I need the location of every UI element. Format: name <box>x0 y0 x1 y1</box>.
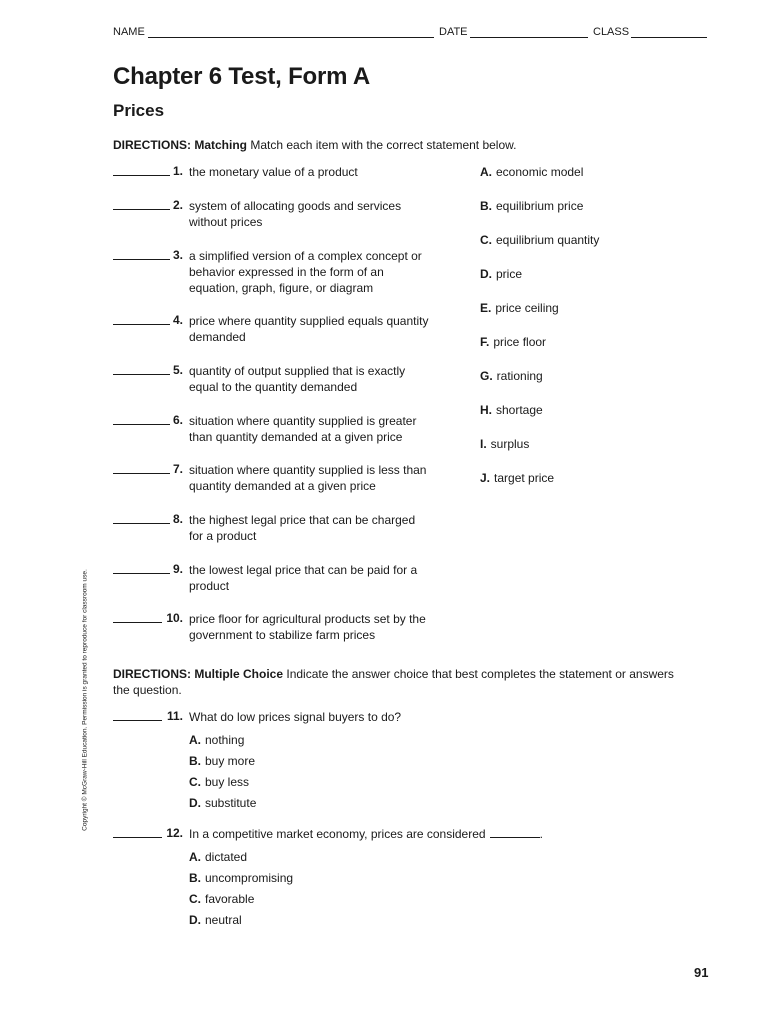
mc-directions-cont: the question. <box>113 683 182 697</box>
item-number: 9. <box>172 562 183 576</box>
answer-text: price <box>496 267 523 281</box>
directions-type: Matching <box>194 138 248 152</box>
choice-text: favorable <box>205 892 255 906</box>
item-number: 4. <box>172 313 183 327</box>
answer-letter: C. <box>480 233 492 247</box>
answer-option <box>480 232 599 248</box>
choice-option <box>189 849 247 865</box>
choice-letter: B. <box>189 871 201 885</box>
statement-line: behavior expressed in the form of an <box>189 265 384 279</box>
item-number: 2. <box>172 198 183 212</box>
choice-text: dictated <box>205 850 248 864</box>
statement-line: for a product <box>189 529 257 543</box>
answer-text: price ceiling <box>495 301 559 315</box>
question-text <box>189 709 401 725</box>
item-statement <box>189 313 459 345</box>
answer-blank[interactable] <box>113 259 170 260</box>
question-text <box>189 826 543 842</box>
answer-blank[interactable] <box>113 837 162 838</box>
answer-blank[interactable] <box>113 622 162 623</box>
answer-letter: A. <box>480 165 492 179</box>
answer-blank[interactable] <box>113 374 170 375</box>
answer-letter: H. <box>480 403 492 417</box>
statement-line: than quantity demanded at a given price <box>189 430 403 444</box>
class-field[interactable] <box>631 37 707 38</box>
choice-option <box>189 891 254 907</box>
answer-option <box>480 266 522 282</box>
answer-letter: J. <box>480 471 491 485</box>
directions-label: DIRECTIONS: <box>113 138 191 152</box>
choice-text: nothing <box>205 733 245 747</box>
item-statement <box>189 562 459 594</box>
answer-letter: G. <box>480 369 493 383</box>
statement-line: demanded <box>189 330 246 344</box>
choice-letter: D. <box>189 796 201 810</box>
choice-letter: B. <box>189 754 201 768</box>
mc-directions-type: Multiple Choice <box>194 667 284 681</box>
answer-text: shortage <box>496 403 543 417</box>
answer-blank[interactable] <box>113 175 170 176</box>
choice-text: substitute <box>205 796 257 810</box>
answer-letter: E. <box>480 301 492 315</box>
answer-blank[interactable] <box>113 209 170 210</box>
answer-blank[interactable] <box>113 473 170 474</box>
statement-line: quantity of output supplied that is exactly <box>189 364 406 378</box>
item-statement <box>189 413 459 445</box>
statement-line: a simplified version of a complex concept or <box>189 249 422 263</box>
answer-text: equilibrium price <box>496 199 584 213</box>
statement-line: without prices <box>189 215 263 229</box>
choice-option <box>189 912 242 928</box>
item-number: 10. <box>166 611 183 625</box>
answer-option <box>480 470 554 486</box>
name-field[interactable] <box>148 37 434 38</box>
mc-directions-label: DIRECTIONS: <box>113 667 191 681</box>
statement-line: quantity demanded at a given price <box>189 479 376 493</box>
page-subtitle: Prices <box>113 101 165 120</box>
question-stem: In a competitive market economy, prices are considered <box>189 827 486 841</box>
statement-line: government to stabilize farm prices <box>189 628 376 642</box>
statement-line: price where quantity supplied equals quantity <box>189 314 429 328</box>
answer-blank[interactable] <box>113 324 170 325</box>
choice-letter: A. <box>189 850 201 864</box>
choice-option <box>189 795 256 811</box>
copyright-notice: Copyright © McGraw-Hill Education. Permission is granted to reproduce for classroom use. <box>81 569 89 831</box>
fill-in-blank <box>490 826 540 838</box>
question-stem: What do low prices signal buyers to do? <box>189 710 402 724</box>
answer-option <box>480 334 546 350</box>
question-number: 11. <box>166 709 183 723</box>
answer-option <box>480 300 559 316</box>
answer-text: target price <box>494 471 555 485</box>
answer-blank[interactable] <box>113 573 170 574</box>
question-number: 12. <box>166 826 183 840</box>
answer-blank[interactable] <box>113 424 170 425</box>
answer-letter: I. <box>480 437 487 451</box>
answer-text: surplus <box>490 437 530 451</box>
answer-option <box>480 198 583 214</box>
item-statement <box>189 164 459 180</box>
answer-letter: F. <box>480 335 490 349</box>
item-number: 1. <box>172 164 183 178</box>
choice-option <box>189 870 293 886</box>
choice-text: buy more <box>205 754 256 768</box>
mc-directions <box>113 666 713 682</box>
statement-line: product <box>189 579 230 593</box>
name-label: NAME <box>113 26 145 38</box>
statement-line: system of allocating goods and services <box>189 199 402 213</box>
statement-line: the lowest legal price that can be paid for a <box>189 563 418 577</box>
choice-option <box>189 732 244 748</box>
statement-line: the monetary value of a product <box>189 165 358 179</box>
answer-text: price floor <box>493 335 547 349</box>
choice-text: buy less <box>205 775 250 789</box>
answer-blank[interactable] <box>113 523 170 524</box>
answer-text: economic model <box>496 165 584 179</box>
answer-text: rationing <box>496 369 543 383</box>
class-label: CLASS <box>593 26 630 38</box>
item-number: 7. <box>172 462 183 476</box>
answer-option <box>480 436 529 452</box>
statement-line: situation where quantity supplied is greater <box>189 414 417 428</box>
item-number: 3. <box>172 248 183 262</box>
question-suffix: . <box>539 827 543 841</box>
item-number: 8. <box>172 512 183 526</box>
choice-text: neutral <box>205 913 242 927</box>
item-number: 6. <box>172 413 183 427</box>
statement-line: situation where quantity supplied is less than <box>189 463 427 477</box>
choice-letter: C. <box>189 892 201 906</box>
item-statement <box>189 363 459 395</box>
choice-option <box>189 753 255 769</box>
date-field[interactable] <box>470 37 588 38</box>
choice-text: uncompromising <box>205 871 294 885</box>
statement-line: the highest legal price that can be charged <box>189 513 416 527</box>
directions-text: Match each item with the correct statement below. <box>250 138 517 152</box>
choice-letter: D. <box>189 913 201 927</box>
answer-text: equilibrium quantity <box>496 233 600 247</box>
item-number: 5. <box>172 363 183 377</box>
choice-letter: C. <box>189 775 201 789</box>
page-title: Chapter 6 Test, Form A <box>113 63 370 90</box>
date-label: DATE <box>439 26 468 38</box>
item-statement <box>189 462 459 494</box>
statement-line: equal to the quantity demanded <box>189 380 358 394</box>
answer-option <box>480 368 543 384</box>
answer-option <box>480 402 543 418</box>
page-number: 91 <box>694 965 709 980</box>
answer-option <box>480 164 583 180</box>
mc-directions-text: Indicate the answer choice that best completes the statement or answers <box>286 667 674 681</box>
choice-option <box>189 774 249 790</box>
matching-directions <box>113 137 516 153</box>
statement-line: equation, graph, figure, or diagram <box>189 281 374 295</box>
answer-letter: B. <box>480 199 492 213</box>
item-statement <box>189 512 459 544</box>
item-statement <box>189 248 459 296</box>
statement-line: price floor for agricultural products set by the <box>189 612 426 626</box>
item-statement <box>189 611 459 643</box>
choice-letter: A. <box>189 733 201 747</box>
item-statement <box>189 198 459 230</box>
answer-blank[interactable] <box>113 720 162 721</box>
answer-letter: D. <box>480 267 492 281</box>
